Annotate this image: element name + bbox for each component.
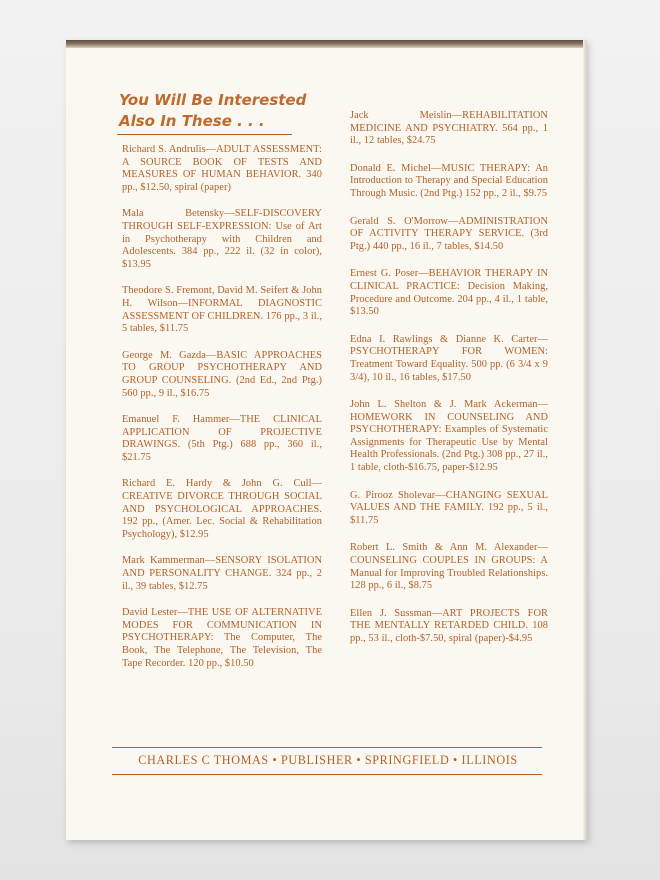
book-entry: [122, 478, 322, 541]
entry-details: 564 pp., 1 il., 12 tables, $24.75: [350, 122, 548, 147]
book-right-edge: [583, 40, 587, 840]
entry-title: BEHAVIOR THERAPY IN CLINICAL PRACTICE:: [350, 268, 549, 292]
entry-details: A Manual for Improving Troubled Relationships. 128 pp., 6 il., $8.75: [350, 555, 548, 592]
left-column: [119, 90, 323, 684]
footer-rule-top: [112, 747, 542, 748]
entry-title: ADULT ASSESSMENT: A SOURCE BOOK OF TESTS AND MEASURES OF HUMAN BEHAVIOR.: [122, 144, 322, 181]
entry-title: CHANGING SEXUAL VALUES AND THE FAMILY.: [350, 489, 548, 514]
right-column: [350, 110, 548, 661]
entry-author: Jack Meislin—: [350, 110, 463, 121]
entry-author: Ernest G. Poser—: [350, 268, 429, 280]
entry-details: (3rd Ptg.) 440 pp., 16 il., 7 tables, $14.50: [350, 228, 548, 252]
entry-title: BASIC APPROACHES TO GROUP PSYCHOTHERAPY AND GROUP COUNSELING.: [122, 349, 322, 386]
entry-author: Emanuel F. Hammer—: [122, 414, 240, 426]
book-entry: [350, 490, 548, 528]
book-entry: [122, 555, 322, 593]
book-back-cover: [66, 40, 587, 840]
entry-details: (5th Ptg.) 688 pp., 360 il., $21.75: [122, 439, 322, 463]
entry-title: SENSORY ISOLATION AND PERSONALITY CHANGE.: [122, 555, 322, 580]
entry-title: COUNSELING COUPLES IN GROUPS:: [350, 555, 536, 567]
entry-title: PSYCHOTHERAPY FOR WOMEN:: [350, 346, 548, 358]
publisher-footer: CHARLES C THOMAS • PUBLISHER • SPRINGFIELD • ILLINOIS: [138, 753, 518, 767]
entry-author: Theodore S. Fremont, David M. Seifert & John H. Wilson—: [122, 285, 322, 309]
entry-author: Ellen J. Sussman—: [350, 607, 443, 619]
entry-title: THE USE OF ALTERNATIVE MODES FOR COMMUNICATION IN PSYCHOTHERAPY:: [122, 607, 323, 644]
entry-title: CREATIVE DIVORCE THROUGH SOCIAL AND PSYCHOLOGICAL APPROACHES.: [122, 491, 322, 515]
book-entry: [122, 350, 322, 400]
entry-details: 192 pp., 5 il., $11.75: [350, 502, 548, 526]
entry-details: 176 pp., 3 il., 5 tables, $11.75: [122, 310, 323, 335]
entry-details: 192 pp., (Amer. Lec. Social & Rehabilitation Psychology), $12.95: [122, 516, 322, 540]
entry-author: David Lester—: [122, 607, 188, 619]
entry-author: Richard S. Andrulis—: [122, 144, 217, 155]
book-entry: [122, 607, 322, 670]
book-entry: [350, 268, 548, 318]
entry-title: ADMINISTRATION OF ACTIVITY THERAPY SERVICE.: [350, 215, 548, 240]
entry-details: Decision Making, Procedure and Outcome. 204 pp., 4 il., 1 table, $13.50: [350, 280, 548, 318]
book-entry: [350, 399, 548, 475]
book-entry: [350, 110, 548, 148]
book-top-edge: [66, 40, 587, 48]
book-entry: [122, 414, 322, 464]
entry-author: Mala Betensky—: [122, 208, 235, 220]
entry-author: George M. Gazda—: [122, 349, 217, 361]
entry-title: INFORMAL DIAGNOSTIC ASSESSMENT OF CHILDREN.: [122, 297, 322, 322]
entry-details: (2nd Ed., 2nd Ptg.) 560 pp., 9 il., $16.75: [122, 374, 322, 399]
entry-author: John L. Shelton & J. Mark Ackerman—: [350, 399, 548, 411]
heading-interested: [119, 90, 322, 132]
entry-details: 340 pp., $12.50, spiral (paper): [122, 169, 322, 193]
heading-line-1: You Will Be Interested: [119, 91, 307, 109]
entry-title: REHABILITATION MEDICINE AND PSYCHIATRY.: [350, 110, 548, 134]
entry-author: Robert L. Smith & Ann M. Alexander—: [350, 542, 548, 554]
entry-author: G. Pirooz Sholevar—: [350, 489, 446, 501]
entry-details: 324 pp., 2 il., 39 tables, $12.75: [122, 568, 322, 592]
entry-title: HOMEWORK IN COUNSELING AND PSYCHOTHERAPY:: [350, 411, 548, 436]
entry-details: The Computer, The Book, The Telephone, The Television, The Tape Recorder. 120 pp., $10.50: [122, 632, 322, 669]
heading-line-2: Also In These . . .: [119, 112, 265, 130]
entry-title: ART PROJECTS FOR THE MENTALLY RETARDED CHILD.: [350, 607, 548, 632]
book-entry: [350, 542, 548, 592]
book-entry: [350, 608, 548, 646]
entry-details: Treatment Toward Equality. 500 pp. (6 3/4 x 9 3/4), 10 il., 16 tables, $17.50: [350, 358, 548, 383]
book-entry: [122, 285, 322, 335]
entry-author: Mark Kammerman—: [122, 555, 216, 567]
book-entry: [122, 208, 322, 271]
entry-author: Richard E. Hardy & John G. Cull—: [122, 478, 322, 490]
entry-details: Examples of Systematic Assignments for Therapeutic Use by Mental Health Professionals. (2nd Ptg.) 308 pp., 27 il., 1 table, cloth-$16.75, paper-$12.95: [350, 424, 548, 474]
entry-author: Gerald S. O'Morrow—: [350, 215, 459, 227]
book-entry: [122, 144, 322, 194]
entry-title: THE CLINICAL APPLICATION OF PROJECTIVE DRAWINGS.: [122, 414, 322, 451]
heading-underline: [117, 134, 292, 135]
entry-details: Use of Art in Psychotherapy with Children and Adolescents. 384 pp., 222 il. (32 in color), $13.95: [122, 220, 322, 270]
book-entry: [350, 216, 548, 254]
book-entry: [350, 334, 548, 384]
entry-title: MUSIC THERAPY:: [441, 162, 531, 174]
entry-author: Donald E. Michel—: [350, 162, 442, 174]
entry-title: SELF-DISCOVERY THROUGH SELF-EXPRESSION:: [122, 208, 322, 232]
entry-details: 108 pp., 53 il., cloth-$7.50, spiral (paper)-$4.95: [350, 620, 548, 644]
entry-author: Edna I. Rawlings & Dianne K. Carter—: [350, 333, 548, 345]
entry-details: An Introduction to Therapy and Special Education Through Music. (2nd Ptg.) 152 pp., 2 il., $9.75: [350, 162, 549, 199]
footer-rule-bottom: [112, 774, 542, 775]
book-entry: [350, 163, 548, 201]
